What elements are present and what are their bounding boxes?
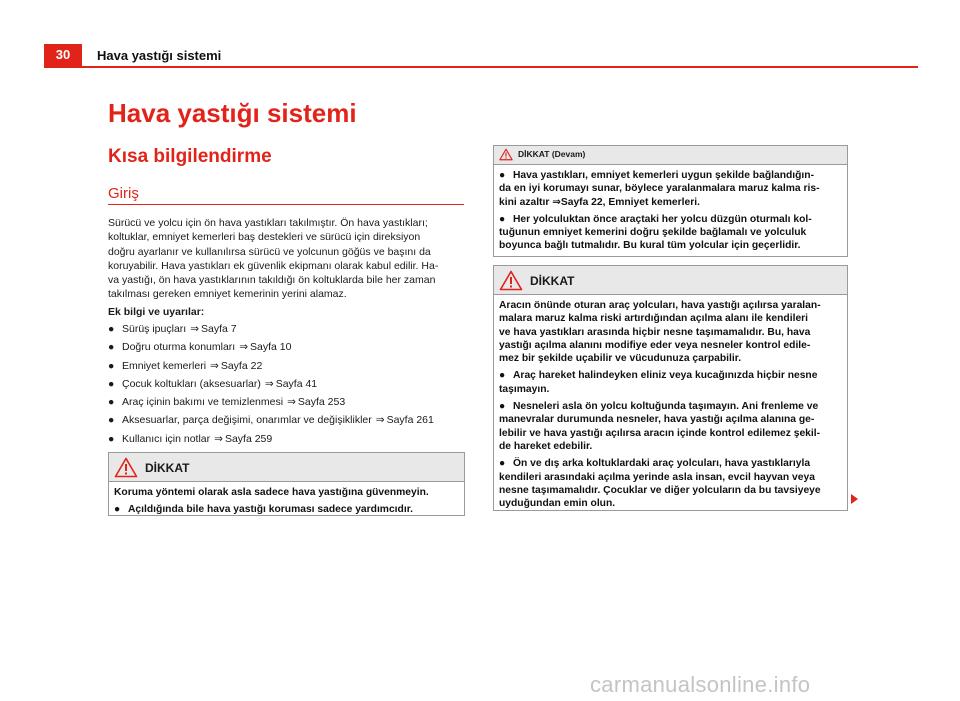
page-ref-link[interactable]: Sayfa 10 [250,341,292,354]
page-ref-arrow-icon: ⇒ [190,323,200,335]
bullet-icon: ● [114,504,121,516]
warning-line: da en iyi korumayı sunar, böylece yaralanmalara maruz kalma ris- [499,183,820,195]
page-ref-arrow-icon: ⇒ [375,414,385,427]
warning-box-continued [493,145,848,257]
warning-text: Koruma yöntemi olarak asla sadece hava yastığına güvenmeyin. [114,487,429,498]
intro-line: takılması gereken emniyet kemerinin yerini alamaz. [108,288,347,301]
bullet-icon: ● [499,213,506,225]
bullet-icon: ● [499,401,506,413]
page-ref-arrow-icon: ⇒ [264,377,274,390]
list-item[interactable] [108,322,468,340]
warning-line: de hareket edebilir. [499,440,593,452]
warning-bullet-item [499,369,842,396]
warning-label: DİKKAT [145,461,190,475]
page-ref-arrow-icon: ⇒ [239,341,249,354]
list-item-text: Çocuk koltukları (aksesuarlar) [122,377,261,390]
warning-line: malara maruz kalma riski artırdığından açılma alanı ile kendileri [499,313,809,325]
page-ref-link[interactable]: Sayfa 7 [201,323,237,335]
subsection-title: Giriş [108,185,139,202]
bullet-icon: ● [499,370,506,382]
warning-line: ve hava yastıkları arasında hiçbir nesne taşımamalıdır. Bu, hava [499,326,811,338]
bullet-icon: ● [108,396,115,409]
warning-bullet-text: Açıldığında bile hava yastığı koruması sadece yardımcıdır. [128,504,413,516]
extra-info-list [108,322,468,450]
bullet-icon: ● [499,458,506,470]
warning-line: Ön ve dış arka koltuklardaki araç yolcuları, hava yastıklarıyla [513,458,811,470]
intro-line: koltuklar, emniyet kemerleri baş destekleri ve sürücü için direksiyon [108,231,421,244]
intro-line: doğru ayarlanır ve kullanılırsa sürücü ve yolcunun göğüs ve başını da [108,245,431,258]
warning-line: nesne taşımamalıdır. Çocuklar ve diğer yolcuların da bu tavsiyeye [499,484,821,496]
list-item-text: Doğru oturma konumları [122,341,236,354]
warning-label: DİKKAT [530,274,575,288]
list-item[interactable] [108,432,468,450]
warning-triangle-icon [499,148,513,161]
bullet-icon: ● [108,432,115,445]
bullet-icon: ● [108,359,115,372]
list-item-text: Araç içinin bakımı ve temizlenmesi [122,396,284,409]
bullet-icon: ● [499,170,506,181]
extra-info-title: Ek bilgi ve uyarılar: [108,306,205,318]
section-title: Kısa bilgilendirme [108,146,272,167]
warning-header [494,146,847,165]
running-header-title: Hava yastığı sistemi [97,48,222,63]
warning-box-right [493,265,848,511]
warning-bullet-item [499,457,842,510]
warning-line: Her yolculuktan önce araçtaki her yolcu düzgün oturmalı kol- [513,213,812,225]
warning-line: Nesneleri asla ön yolcu koltuğunda taşımayın. Ani frenleme ve [513,401,819,413]
warning-line: lebilir ve hava yastığı açılırsa aracın içinde kontrol edilemez şekil- [499,427,821,439]
list-item-text: Sürüş ipuçları [122,323,187,335]
warning-line: Araç hareket halindeyken eliniz veya kucağınızda hiçbir nesne [513,370,818,382]
warning-line[interactable]: kini azaltır ⇒Sayfa 22, Emniyet kemerleri. [499,196,700,208]
page-ref-link[interactable]: Sayfa 41 [275,377,318,390]
warning-bullet-item [499,400,842,453]
page-ref-link[interactable]: Sayfa 261 [386,414,434,427]
bullet-icon: ● [108,323,115,335]
bullet-icon: ● [108,341,115,354]
warning-body [494,295,847,518]
warning-triangle-icon [114,457,138,478]
warning-body [494,165,847,261]
warning-paragraph [499,299,842,365]
warning-triangle-icon [499,270,523,291]
warning-line: mez bir şekilde uçabilir ve vücudunuza çarpabilir. [499,353,742,365]
header-divider [44,66,918,68]
continue-arrow-icon [851,494,858,504]
list-item[interactable] [108,340,468,358]
list-item[interactable] [108,359,468,377]
list-item-text: Kullanıcı için notlar [122,432,211,445]
intro-line: koruyabilir. Hava yastıkları ek güvenlik ekipmanı olarak kabul edilir. Ha- [108,259,439,272]
warning-line: boyunca bağlı tutmalıdır. Bu kural tüm yolcular için geçerlidir. [499,240,801,252]
page-ref-link[interactable]: Sayfa 253 [297,396,346,409]
warning-bullet-item [499,213,842,253]
warning-line: Aracın önünde oturan araç yolcuları, hava yastığı açılırsa yaralan- [499,300,821,311]
warning-bullet-item [114,503,459,516]
subsection-divider [108,204,464,205]
page-ref-arrow-icon: ⇒ [210,359,219,372]
page-title: Hava yastığı sistemi [108,98,357,128]
list-item[interactable] [108,395,468,413]
page-ref-link[interactable]: Sayfa 259 [224,432,273,445]
warning-line: taşımayın. [499,383,550,395]
page-ref-arrow-icon: ⇒ [214,432,223,445]
warning-line: kendileri arasındaki açılma yerinde asla insan, evcil hayvan veya [499,471,815,483]
intro-line: va yastığı, ön hava yastıklarının takıldığı ön koltuklarda bile her zaman [108,274,436,287]
list-item[interactable] [108,413,468,431]
list-item-text: Emniyet kemerleri [122,359,207,372]
intro-line: Sürücü ve yolcu için ön hava yastıkları takılmıştır. Ön hava yastıkları; [108,217,428,229]
warning-bullet-item [499,169,842,209]
warning-body [109,482,464,525]
bullet-icon: ● [108,414,115,427]
warning-label: DİKKAT (Devam) [518,149,586,159]
page-ref-link[interactable]: Sayfa 22 [220,359,263,372]
page-number-tab: 30 [44,44,82,66]
bullet-icon: ● [108,377,115,390]
list-item-text: Aksesuarlar, parça değişimi, onarımlar ve değişiklikler [122,414,372,427]
warning-line: manevralar durumunda nesneler, hava yastığı açılma alanına ge- [499,414,815,426]
warning-header [494,266,847,295]
list-item[interactable] [108,377,468,395]
intro-paragraph [108,216,468,302]
warning-box-left [108,452,465,516]
warning-header [109,453,464,482]
warning-line: Hava yastıkları, emniyet kemerleri uygun şekilde bağlandığın- [513,170,815,181]
warning-line: tuğunun emniyet kemerini doğru şekilde bağlamalı ve yolculuk [499,227,807,239]
page-ref-arrow-icon: ⇒ [287,396,296,409]
warning-line: uyduğundan emin olun. [499,498,616,510]
warning-line: yastığı açılma alanını modifiye eder veya nesneler kontrol edile- [499,339,811,351]
watermark: carmanualsonline.info [590,672,811,697]
